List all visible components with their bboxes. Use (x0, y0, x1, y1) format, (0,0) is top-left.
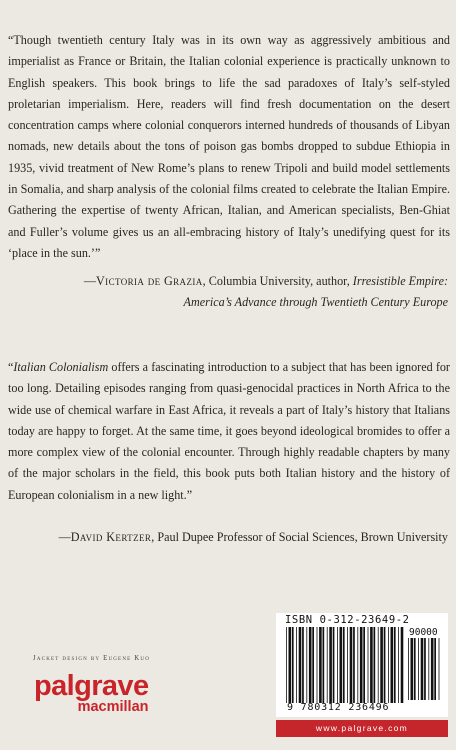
barcode-bar (357, 627, 358, 703)
attribution-name: Victoria de Grazia (96, 274, 203, 288)
barcode-bar (302, 627, 304, 703)
barcode-bar (329, 627, 332, 703)
blurb-de-grazia (8, 30, 450, 264)
barcode-bar (431, 638, 434, 700)
attribution-affiliation: , Columbia University, author, (202, 274, 353, 288)
blurb-open-quote: “ (8, 360, 14, 374)
barcode-bar (394, 627, 396, 703)
barcode-bar (368, 627, 369, 703)
barcode-bar (333, 627, 335, 703)
barcode-bar (360, 627, 363, 703)
barcode-bar (350, 627, 353, 703)
barcode-bar (309, 627, 312, 703)
barcode-bar (388, 627, 389, 703)
barcode-bar (353, 627, 355, 703)
publisher-logo-palgrave: palgrave (34, 670, 149, 702)
blurb-kertzer (8, 357, 450, 506)
attribution-dash: — (83, 274, 97, 288)
barcode-bar (424, 638, 426, 700)
barcode-bar (317, 627, 318, 703)
price-code: 90000 (409, 627, 438, 638)
barcode-bar (337, 627, 338, 703)
attribution-name: David Kertzer (70, 530, 152, 544)
barcode-bar (418, 638, 419, 700)
attribution-book-title: Irresistible Empire: (352, 274, 448, 288)
publisher-logo (34, 672, 149, 715)
barcode-bar (414, 638, 416, 700)
barcode-bar (363, 627, 365, 703)
barcode-bar (306, 627, 307, 703)
attribution-de-grazia (84, 271, 448, 314)
barcode-bar (312, 627, 314, 703)
barcode-bar (391, 627, 394, 703)
barcode-bar (340, 627, 343, 703)
barcode-bar (323, 627, 325, 703)
barcode-bar (428, 638, 429, 700)
publisher-logo-macmillan: macmillan (77, 699, 149, 715)
barcode-bar (374, 627, 376, 703)
barcode-bar (327, 627, 328, 703)
barcode-bar (292, 627, 294, 703)
barcode-bar (439, 638, 440, 700)
barcode-bar (299, 627, 302, 703)
isbn-number: ISBN 0-312-23649-2 (285, 614, 410, 626)
jacket-design-credit: Jacket design by Eugene Kuo (33, 655, 151, 662)
barcode-bar (347, 627, 348, 703)
barcode-bar (370, 627, 373, 703)
price-code-bars (408, 638, 442, 700)
barcode-bar (398, 627, 399, 703)
attribution-kertzer (59, 527, 448, 548)
barcode-bar (289, 627, 292, 703)
barcode-bar (343, 627, 345, 703)
blurb-text: offers a fascinating introduction to a subject that has been ignored for too long. Detailing episodes ranging from quasi-genocidal practices in North Africa to the wide use of chemical warfare in East Africa, it reveals a part of Italy’s history that Italians today are happy to forget. At the same time, it goes beyond ideological bromides to offer a more complex view of the colonial encounter. Through highly readable chapters by many of the major scholars in the field, this book puts both Italian history and the history of European colonialism in a new light.” (8, 360, 450, 502)
barcode-bar (286, 627, 287, 703)
barcode-bar (378, 627, 379, 703)
barcode-bar (421, 638, 424, 700)
barcode-bar (408, 638, 409, 700)
barcode-bar (296, 627, 297, 703)
isbn-barcode (276, 613, 448, 717)
barcode-bar (411, 638, 414, 700)
blurb-book-title: Italian Colonialism (13, 360, 109, 374)
barcode-bars (286, 627, 404, 703)
barcode-bar (380, 627, 383, 703)
barcode-bar (319, 627, 322, 703)
blurb-text: “Though twentieth century Italy was in its own way as aggressively ambitious and imperialist as France or Britain, the Italian colonial experience is practically unknown to English speakers. This book brings to life the sad paradoxes of Italy’s self-styled proletarian imperialism. Here, readers will find fresh documentation on the desert concentration camps where colonial conquerors interned hundreds of thousands of Libyan nomads, new details about the tons of poison gas bombs dropped to subdue Ethiopia in 1935, vivid treatment of New Rome’s plans to renew Tripoli and build model settlements in Somalia, and sharp analysis of the colonial films created to celebrate the Italian Empire. Gathering the expertise of twenty African, Italian, and American specialists, Ben-Ghiat and Fuller’s volume gives us an all-embracing history of Italy’s unedifying quest for its ‘place in the sun.’” (8, 33, 450, 260)
attribution-book-subtitle: America’s Advance through Twentieth Century Europe (183, 295, 448, 310)
attribution-affiliation: , Paul Dupee Professor of Social Sciences, Brown University (151, 530, 448, 544)
ean-digits: 9 780312 236496 (287, 702, 390, 713)
barcode-bar (384, 627, 386, 703)
barcode-bar (401, 627, 404, 703)
attribution-dash: — (58, 530, 71, 544)
barcode-bar (434, 638, 436, 700)
website-url: www.palgrave.com (276, 720, 448, 737)
